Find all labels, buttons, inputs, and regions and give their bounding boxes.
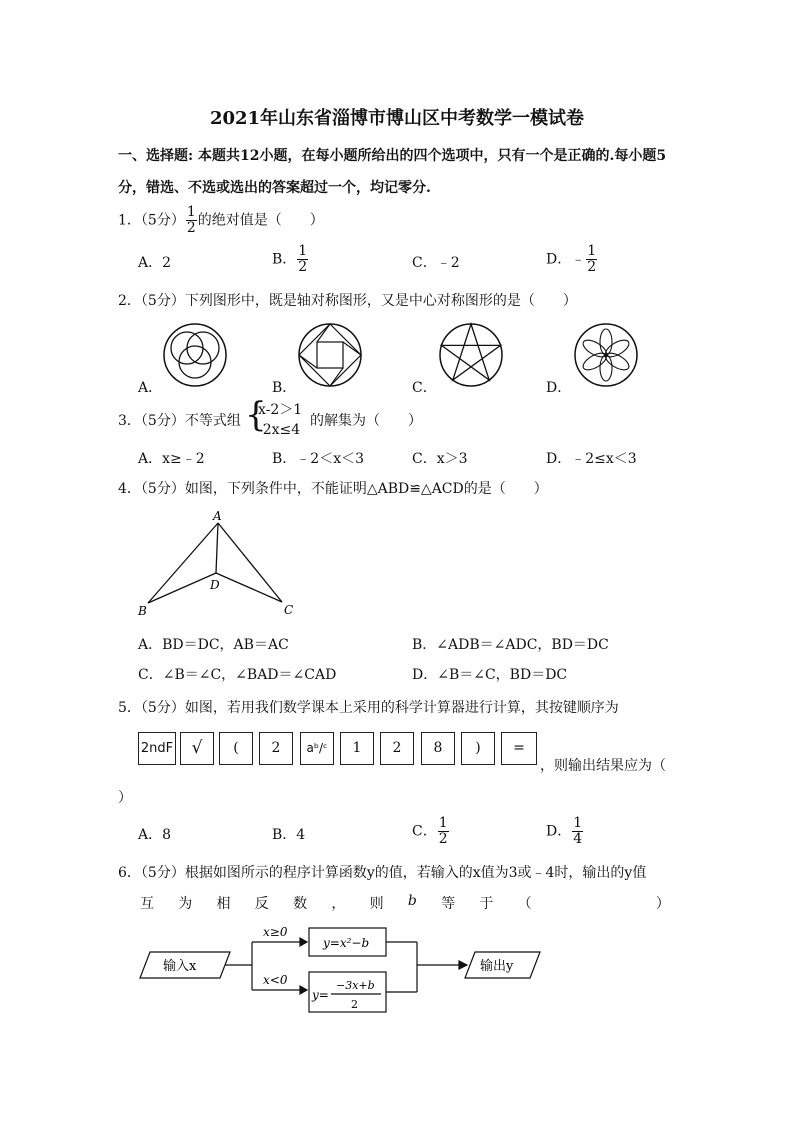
formula2-denominator: 2 [351,998,358,1011]
q2-option-d: D． [546,380,572,396]
key-2ndf: 2ndF [138,732,176,765]
cond-x-lt-0: x<0 [263,973,288,987]
q3-option-c: C．x＞3 [412,451,468,467]
key-close-paren: ) [461,732,495,765]
figure-triangle-abd-acd [130,505,310,625]
q5-option-d: D． $\frac{1}{4}$ [546,815,583,847]
q3-number: 3．（5分）不等式组 [118,413,241,429]
q4-option-b: B．∠ADB＝∠ADC，BD＝DC [412,637,609,653]
q1-number: 1．（5分） [118,212,185,229]
q4-option-d: D．∠B＝∠C，BD＝DC [412,667,568,683]
question-4: 4．（5分）如图，下列条件中，不能证明△ABD≌△ACD的是（ ） [118,481,548,497]
q4-option-c: C．∠B＝∠C，∠BAD＝∠CAD [138,667,337,683]
key-1: 1 [340,732,374,765]
key-8: 8 [421,732,455,765]
q3-option-a: A．x≥﹣2 [138,451,205,467]
q2-option-c: C． [412,380,437,396]
label-d: D [210,578,220,592]
question-6-line2: 互 为 相 反 数 ， 则 b 等 于 （ ） [140,893,670,912]
output-label: 输出y [480,959,514,974]
q5-option-a: A．8 [138,827,172,843]
q5-tail: ，则输出结果应为（ [540,758,666,774]
q1-option-a: A．2 [138,255,172,271]
q5-option-c: C． $\frac{1}{2}$ [412,815,448,847]
key-2: 2 [259,732,293,765]
key-2b: 2 [380,732,414,765]
q3-inequality-1: x-2＞1 [258,402,303,418]
question-6-line1: 6．（5分）根据如图所示的程序计算函数y的值，若输入的x值为3或﹣4时，输出的y值 [118,865,647,881]
figure-three-circles [160,320,230,390]
q2-option-a: A． [138,380,163,396]
q2-option-b: B． [272,380,297,396]
key-open-paren: ( [219,732,253,765]
question-2: 2．（5分）下列图形中，既是轴对称图形，又是中心对称图形的是（ ） [118,293,577,309]
figure-square-pinwheel [295,320,365,390]
q1-option-c: C．﹣2 [412,255,460,271]
key-sqrt: √ [180,732,214,765]
label-a: A [213,509,222,523]
q3-option-d: D．﹣2≤x＜3 [546,451,637,467]
section-header-line1: 一、选择题: 本题共12小题，在每小题所给出的四个选项中，只有一个是正确的.每小题5 [118,148,667,164]
figure-flower [571,320,641,390]
input-label: 输入x [163,959,197,974]
section-header-line2: 分，错选、不选或选出的答案超过一个，均记零分. [118,180,431,196]
label-c: C [284,603,294,617]
page-title: 2021年山东省淄博市博山区中考数学一模试卷 [209,108,585,129]
figure-star [436,320,506,390]
q4-option-a: A．BD＝DC，AB＝AC [138,637,289,653]
key-fraction: aᵇ/ᶜ [300,732,334,765]
label-b: B [138,604,147,618]
cond-x-ge-0: x≥0 [263,925,288,939]
q1-text: 的绝对值是（ ） [197,212,324,229]
formula2-prefix: y= [312,988,329,1002]
q5-option-b: B．4 [272,827,306,843]
formula1: y=x²−b [323,936,370,950]
flowchart [135,920,555,1020]
q3-inequality-2: -2x≤4 [258,422,301,438]
q1-option-b: B． $\frac{1}{2}$ [272,243,308,275]
key-equals: = [501,732,537,765]
question-1 [118,205,324,236]
q3-text: 的解集为（ ） [310,413,422,429]
question-5: 5．（5分）如图，若用我们数学课本上采用的科学计算器进行计算，其按键顺序为 [118,700,619,716]
q3-option-b: B．﹣2＜x＜3 [272,451,364,467]
q3-brace: { [245,395,267,435]
q5-close: ） [118,790,132,806]
q1-fraction: $\frac{1}{2}$ [186,204,196,236]
formula2-numerator: −3x+b [336,979,375,992]
q1-option-d: D．﹣ $\frac{1}{2}$ [546,243,597,275]
